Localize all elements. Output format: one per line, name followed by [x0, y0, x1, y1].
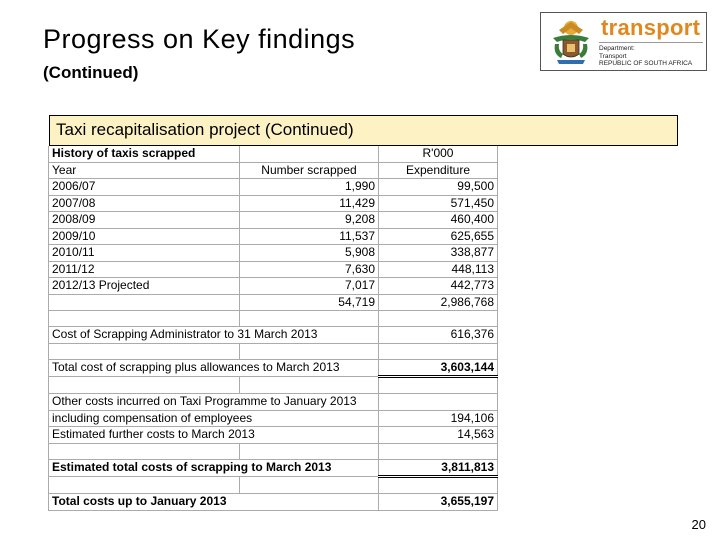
- further-costs-label: Estimated further costs to March 2013: [49, 427, 379, 444]
- further-costs-value: 14,563: [379, 427, 498, 444]
- header-currency: R'000: [379, 146, 498, 162]
- admin-cost-label: Cost of Scrapping Administrator to 31 March 2013: [49, 327, 379, 344]
- table-row: 2008/09 9,208 460,400: [49, 212, 498, 229]
- table-header-row: [49, 146, 498, 162]
- compensation-value: 194,106: [379, 410, 498, 427]
- table-row: 2007/08 11,429 571,450: [49, 195, 498, 212]
- total-scrapping-row: [49, 359, 498, 377]
- total-january-value: 3,655,197: [379, 494, 498, 511]
- admin-cost-value: 616,376: [379, 327, 498, 344]
- total-january-row: [49, 494, 498, 511]
- total-expenditure: 2,986,768: [379, 294, 498, 311]
- table-row: 2010/11 5,908 338,877: [49, 245, 498, 262]
- total-scrapping-value: 3,603,144: [379, 359, 498, 377]
- table-row: 2006/07 1,990 99,500: [49, 179, 498, 196]
- table-row: 2012/13 Projected 7,017 442,773: [49, 278, 498, 295]
- further-costs-row: [49, 427, 498, 444]
- logo-divider: [599, 42, 703, 43]
- total-number: 54,719: [240, 294, 379, 311]
- total-scrapping-label: Total cost of scrapping plus allowances to March 2013: [49, 359, 379, 377]
- compensation-label: including compensation of employees: [49, 410, 379, 427]
- estimated-total-label: Estimated total costs of scrapping to March 2013: [49, 459, 379, 477]
- table-subheader-row: [49, 162, 498, 179]
- totals-row: [49, 294, 498, 311]
- page-number: 20: [691, 517, 706, 532]
- page-title: Progress on Key findings: [43, 24, 356, 54]
- col-year-header: Year: [49, 162, 240, 179]
- estimated-total-value: 3,811,813: [379, 459, 498, 477]
- col-number-header: Number scrapped: [240, 162, 379, 179]
- admin-cost-row: [49, 327, 498, 344]
- total-january-label: Total costs up to January 2013: [49, 494, 379, 511]
- page-subtitle: (Continued): [43, 63, 139, 82]
- header-label: History of taxis scrapped: [49, 146, 240, 162]
- scrapping-cost-table: [48, 146, 498, 511]
- logo-department-text: Department: Transport REPUBLIC OF SOUTH AFRICA: [599, 45, 693, 67]
- table-row: 2011/12 7,630 448,113: [49, 261, 498, 278]
- compensation-row: [49, 410, 498, 427]
- other-costs-label: Other costs incurred on Taxi Programme to January 2013: [49, 394, 379, 411]
- department-logo: [540, 12, 707, 71]
- other-costs-row: [49, 394, 498, 411]
- table-row: 2009/10 11,537 625,655: [49, 228, 498, 245]
- col-expenditure-header: Expenditure: [379, 162, 498, 179]
- coat-of-arms-icon: [545, 16, 597, 68]
- section-heading: Taxi recapitalisation project (Continued): [49, 115, 678, 146]
- estimated-total-row: [49, 459, 498, 477]
- logo-brand-text: transport: [601, 15, 701, 40]
